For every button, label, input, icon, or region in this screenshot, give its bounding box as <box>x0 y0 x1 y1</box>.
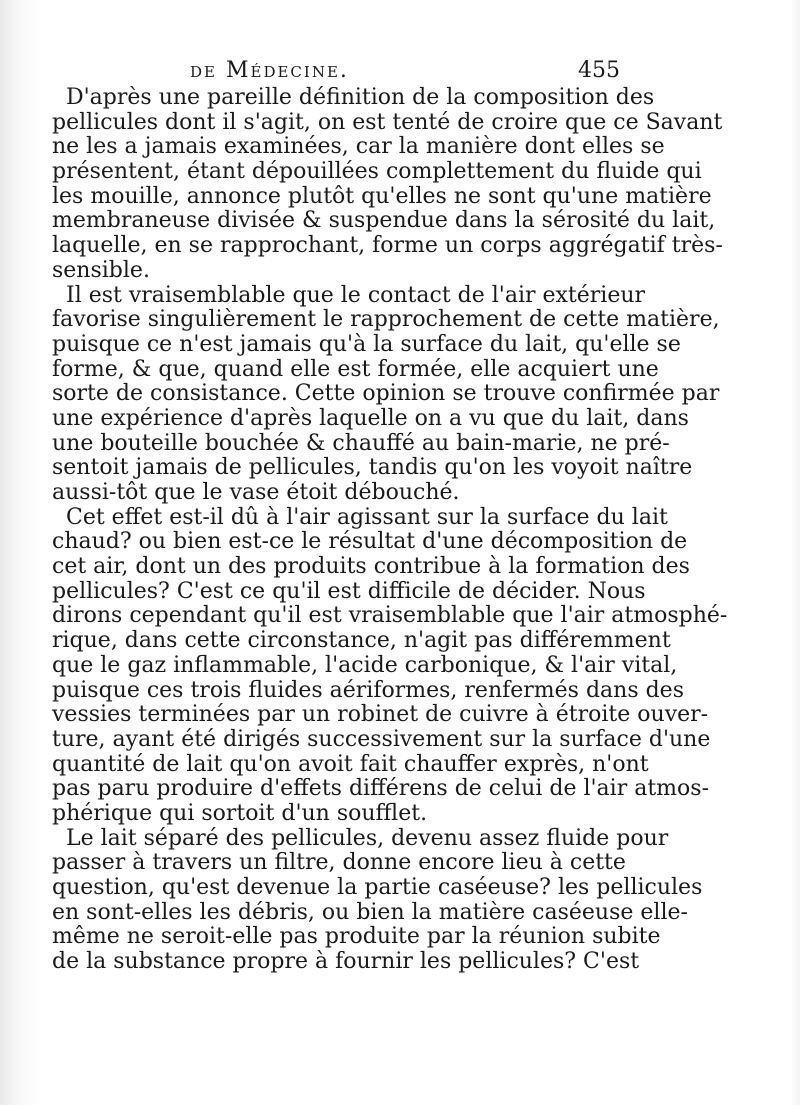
text-line: rique, dans cette circonstance, n'agit pas différemment <box>52 628 671 654</box>
text-line: Le lait séparé des pellicules, devenu assez fluide pour <box>66 825 669 851</box>
text-line: ture, ayant été dirigés successivement sur la surface d'une <box>52 726 711 752</box>
text-line: sorte de consistance. Cette opinion se trouve confirmée par <box>52 381 720 407</box>
text-line: sentoit jamais de pellicules, tandis qu'on les voyoit naître <box>52 455 693 481</box>
text-line: question, qu'est devenue la partie caséeuse? les pellicules <box>52 875 703 900</box>
text-line: phérique qui sortoit d'un soufflet. <box>52 800 428 826</box>
text-line: cet air, dont un des produits contribue à la formation des <box>52 554 690 580</box>
text-line: de la substance propre à fournir les pellicules? C'est <box>52 949 640 975</box>
text-line: présentent, étant dépouillées complettement du fluide qui <box>52 159 702 185</box>
text-line: dirons cependant qu'il est vraisemblable que l'air atmosphé- <box>52 603 728 629</box>
text-line: Il est vraisemblable que le contact de l'air extérieur <box>66 282 646 308</box>
text-line: chaud? ou bien est-ce le résultat d'une décomposition de <box>52 529 688 555</box>
text-line: en sont-elles les débris, ou bien la matière caséeuse elle- <box>52 899 688 925</box>
text-line: Cet effet est-il dû à l'air agissant sur la surface du lait <box>66 504 668 530</box>
text-line: les mouille, annonce plutôt qu'elles ne sont qu'une matière <box>52 183 712 209</box>
text-line: pellicules? C'est ce qu'il est difficile de décider. Nous <box>52 578 646 604</box>
text-line: puisque ces trois fluides aériformes, renfermés dans des <box>52 677 684 703</box>
text-line: aussi-tôt que le vase étoit débouché. <box>52 480 460 505</box>
text-line: laquelle, en se rapprochant, forme un corps aggrégatif très- <box>52 233 723 259</box>
text-line: pas paru produire d'effets différens de celui de l'air atmos- <box>52 776 710 802</box>
text-line: puisque ce n'est jamais qu'à la surface du lait, qu'elle se <box>52 331 681 357</box>
text-line: vessies terminées par un robinet de cuivre à étroite ouver- <box>52 702 709 728</box>
text-line: membraneuse divisée & suspendue dans la sérosité du lait, <box>52 208 716 234</box>
text-line: sensible. <box>52 257 150 283</box>
text-line: une bouteille bouchée & chauffé au bain-marie, ne pré- <box>52 430 670 456</box>
text-line: même ne seroit-elle pas produite par la réunion subite <box>52 924 661 950</box>
running-title: de Médecine. <box>190 58 349 83</box>
page-number: 455 <box>578 58 620 83</box>
text-line: favorise singulièrement le rapprochement de cette matière, <box>52 307 720 333</box>
text-line: quantité de lait qu'on avoit fait chauffer exprès, n'ont <box>52 751 649 777</box>
text-line: passer à travers un filtre, donne encore lieu à cette <box>52 850 626 876</box>
text-line: D'après une pareille définition de la composition des <box>66 85 655 110</box>
text-line: que le gaz inflammable, l'acide carbonique, & l'air vital, <box>52 652 678 678</box>
text-line: ne les a jamais examinées, car la manière dont elles se <box>52 134 665 160</box>
text-line: une expérience d'après laquelle on a vu que du lait, dans <box>52 405 689 431</box>
text-line: pellicules dont il s'agit, on est tenté de croire que ce Savant <box>52 109 723 135</box>
text-line: forme, & que, quand elle est formée, elle acquiert une <box>52 356 659 382</box>
body-text <box>52 85 728 975</box>
